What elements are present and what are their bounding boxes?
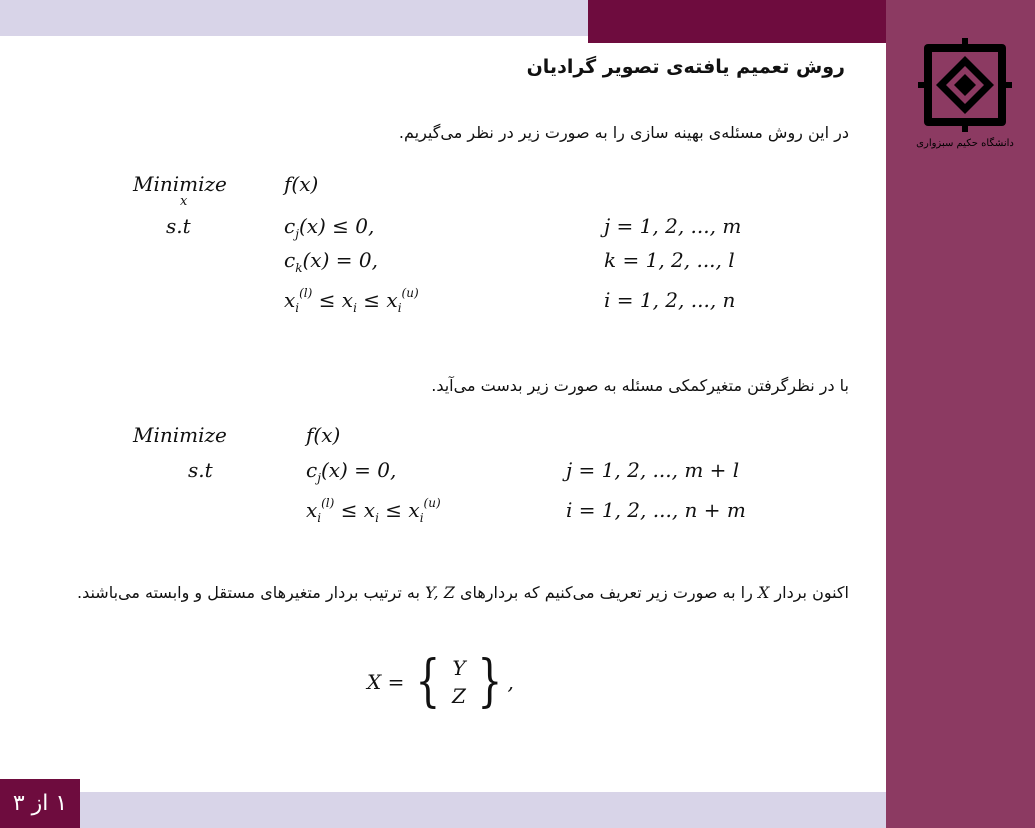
logo-script: دانشگاه حکیم سبزواری bbox=[916, 138, 1014, 149]
objective-2: f(x) bbox=[306, 423, 341, 447]
objective: f(x) bbox=[284, 172, 319, 196]
constraint-eq-range: k = 1, 2, ..., l bbox=[604, 248, 735, 272]
top-accent-band bbox=[588, 0, 886, 43]
minimize-label: Minimize bbox=[133, 172, 227, 196]
slide-title: روش تعمیم یافته‌ی تصویر گرادیان bbox=[526, 56, 845, 78]
bounds: $x_i^{(l)} \le x_i \le x_i^{(u)}$ bbox=[284, 286, 419, 315]
constraint-eq: $c_k(x) = 0$, bbox=[284, 248, 378, 275]
page-indicator: ۱ از ۳ bbox=[0, 779, 80, 828]
paragraph-1: در این روش مسئله‌ی بهینه سازی را به صورت زیر در نظر می‌گیریم. bbox=[398, 123, 849, 142]
st-label-2: s.t bbox=[188, 458, 213, 482]
minimize-sub: x bbox=[180, 194, 188, 209]
vector-entries bbox=[452, 654, 466, 710]
st-label: s.t bbox=[166, 214, 191, 238]
vector-lhs: X = bbox=[367, 670, 405, 694]
bottom-decor-band bbox=[80, 792, 886, 828]
left-brace: { bbox=[415, 649, 441, 714]
bounds-range: i = 1, 2, ..., n bbox=[604, 288, 736, 312]
right-brace: } bbox=[477, 649, 503, 714]
top-decor-band bbox=[0, 0, 588, 36]
paragraph-2: با در نظرگرفتن متغیرکمکی مسئله به صورت زیر بدست می‌آید. bbox=[431, 376, 849, 395]
vector-tail: , bbox=[507, 670, 514, 694]
constraint-eq-2-range: j = 1, 2, ..., m + l bbox=[566, 458, 740, 482]
constraint-ineq-range: j = 1, 2, ..., m bbox=[604, 214, 742, 238]
paragraph-3: اکنون بردار X را به صورت زیر تعریف می‌کنیم که بردارهای Y, Z به ترتیب بردار متغیرهای مستقل و وابسته می‌باشند. bbox=[76, 583, 849, 602]
vector-equation bbox=[367, 649, 514, 714]
constraint-eq-2: $c_j(x) = 0$, bbox=[306, 458, 397, 485]
bounds-2-range: i = 1, 2, ..., n + m bbox=[566, 498, 746, 522]
vector-top: Y bbox=[452, 656, 466, 680]
vector-bottom: Z bbox=[452, 684, 466, 708]
bounds-2: $x_i^{(l)} \le x_i \le x_i^{(u)}$ bbox=[306, 496, 441, 525]
minimize-label-2: Minimize bbox=[133, 423, 227, 447]
constraint-ineq: $c_j(x) \le 0$, bbox=[284, 214, 375, 241]
university-logo bbox=[916, 36, 1014, 154]
